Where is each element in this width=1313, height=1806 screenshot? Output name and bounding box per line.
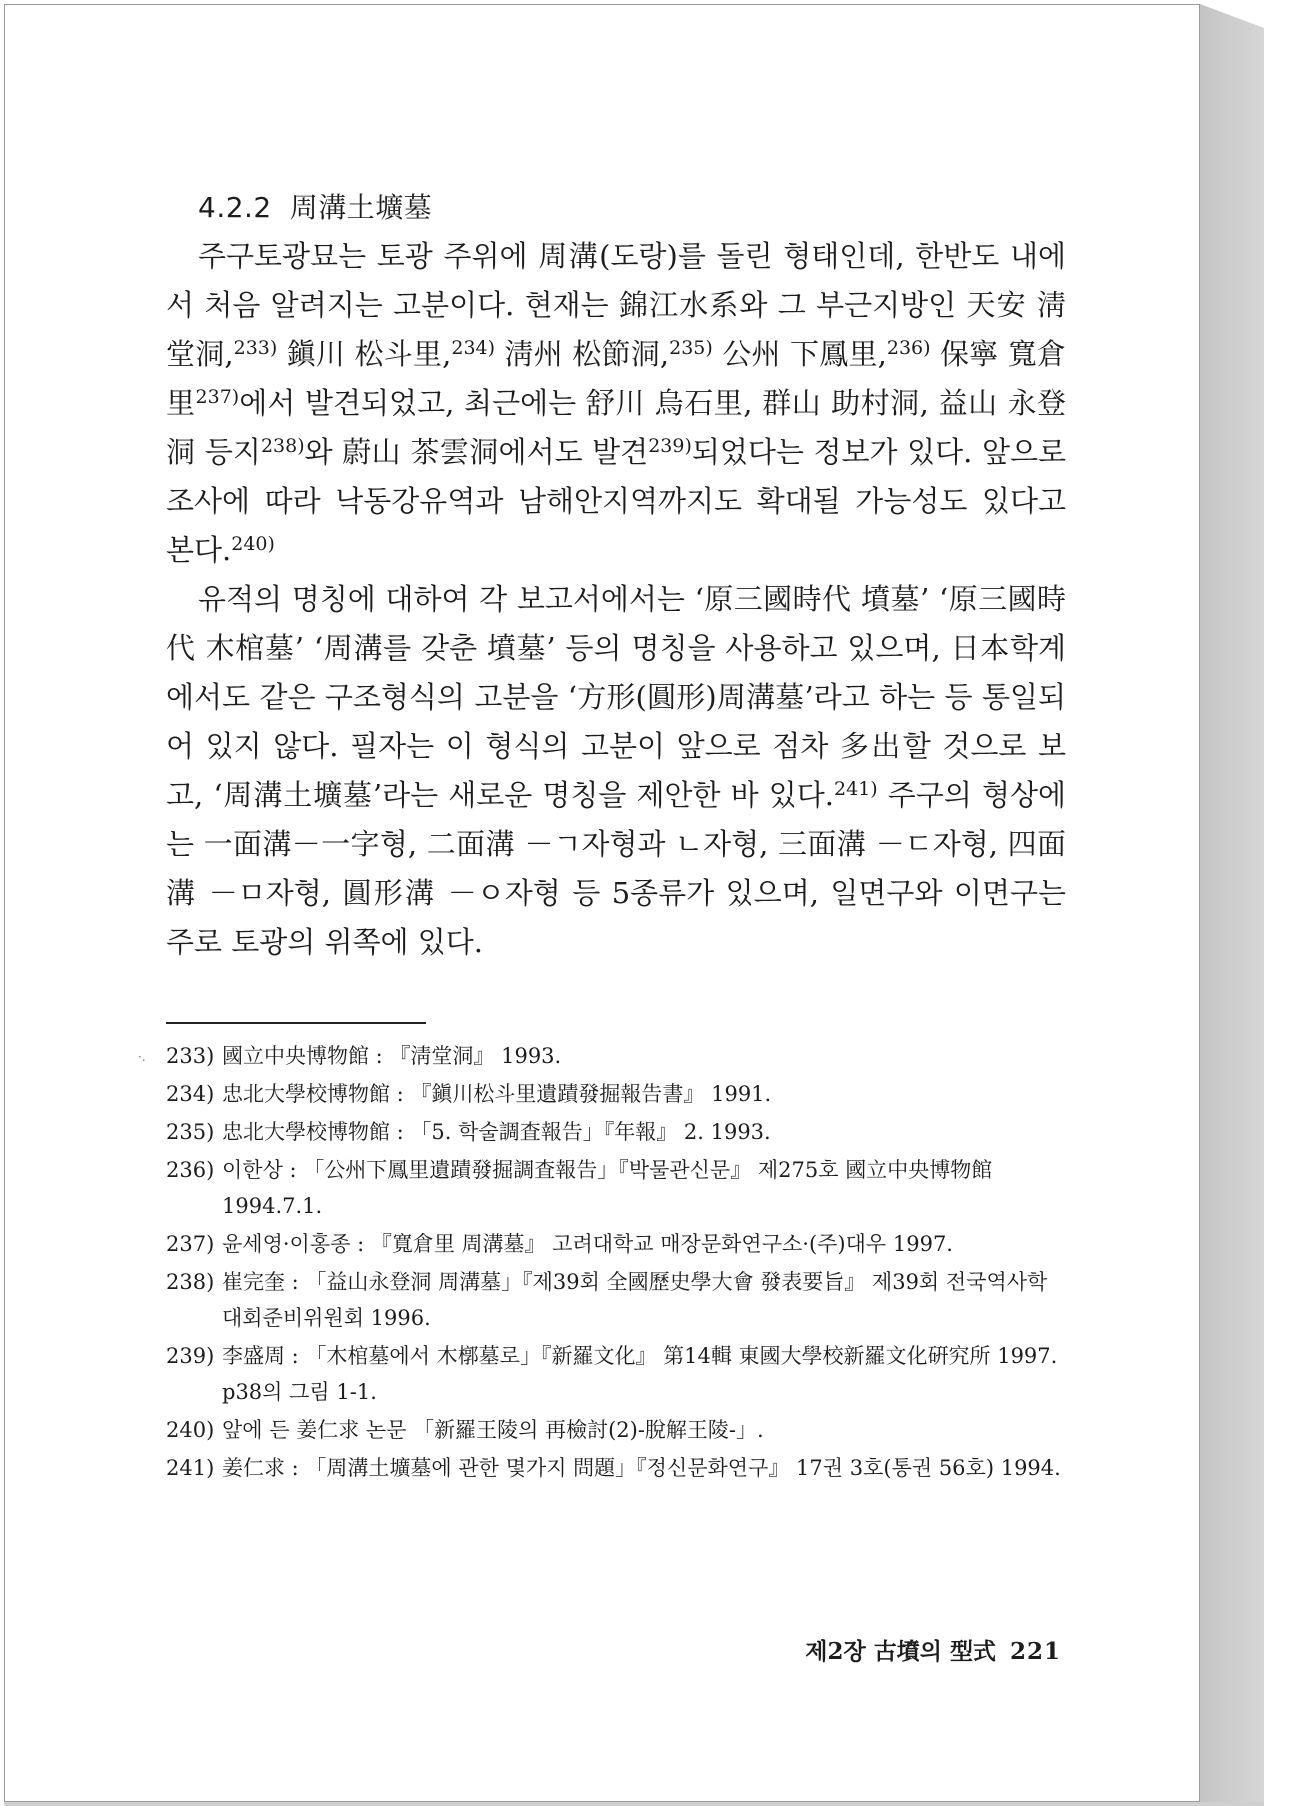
paragraph-2: [166, 575, 1066, 967]
footnote-text: 忠北大學校博物館 : 『鎭川松斗里遺蹟發掘報告書』 1991.: [222, 1082, 772, 1106]
footnote-ref[interactable]: 234): [451, 337, 496, 359]
footnote-text: 國立中央博物館 : 『淸堂洞』 1993.: [222, 1044, 562, 1068]
page-number: 221: [1009, 1638, 1061, 1665]
paragraph-1: [166, 232, 1066, 575]
footnote-text: 姜仁求 : 「周溝土壙墓에 관한 몇가지 問題」『정신문화연구』 17권 3호(통권 56호) 1994.: [222, 1456, 1061, 1480]
footnote-ref[interactable]: 236): [886, 337, 931, 359]
paragraph-text: 주구토광묘는 토광 주위에 周溝(도랑)를 돌린 형태인데, 한반도 내에서 처음 알려지는 고분이다. 현재는 錦江水系와 그 부근지방인 天安 淸堂洞,: [166, 239, 1066, 371]
paragraph-text: 에서 발견되었고, 최근에는 舒川 烏石里, 群山 助村洞, 益山 永登洞 등지: [166, 386, 1066, 469]
footnote: [166, 1412, 1062, 1448]
footnote-text: 윤세영·이홍종 : 『寬倉里 周溝墓』 고려대학교 매장문화연구소·(주)대우 1997.: [222, 1232, 953, 1256]
paragraph-text: 淸州 松節洞,: [495, 337, 670, 371]
footnote-ref[interactable]: 235): [669, 337, 713, 359]
footnote-ref[interactable]: 237): [195, 386, 240, 408]
footnote-number: 237): [166, 1232, 215, 1256]
footnote-number: 236): [166, 1158, 215, 1182]
book-bottom-edge: [4, 1802, 1264, 1806]
body-text: [166, 232, 1066, 967]
section-number: 4.2.2: [198, 191, 272, 224]
paragraph-text: 되었다는 정보가 있다. 앞으로 조사에 따라 낙동강유역과 남해안지역까지도 확대될 가능성도 있다고 본다.: [166, 435, 1066, 567]
footnote: [166, 1450, 1062, 1486]
footnote-number: 235): [166, 1120, 215, 1144]
footnote-ref[interactable]: 240): [231, 533, 275, 555]
footnote: [166, 1226, 1062, 1262]
footnote-text: 이한상 : 「公州下鳳里遺蹟發掘調査報告」『박물관신문』 제275호 國立中央博物館 1994.7.1.: [222, 1158, 993, 1218]
paragraph-text: 유적의 명칭에 대하여 각 보고서에서는 ‘原三國時代 墳墓’ ‘原三國時代 木棺墓’ ‘周溝를 갖춘 墳墓’ 등의 명칭을 사용하고 있으며, 日本학계에서도 같은 구조형식의 고분을 ‘方形(圓形)周溝墓’라고 하는 등 통일되어 있지 않다. 필자는 이 형식의 고분이 앞으로 점차 多出할 것으로 보고, ‘周溝土壙墓’라는 새로운 명칭을 제안한 바 있다.: [166, 582, 1066, 812]
footnote-ref[interactable]: 233): [233, 337, 278, 359]
footnotes: [166, 1038, 1062, 1488]
section-heading: [198, 186, 432, 226]
footnote-text: 崔完奎 : 「益山永登洞 周溝墓」『제39회 全國歷史學大會 發表要旨』 제39회 전국역사학대회준비위원회 1996.: [222, 1270, 1048, 1330]
footnote-number: 241): [166, 1456, 215, 1480]
footnote-ref[interactable]: 238): [260, 435, 305, 457]
paragraph-text: 保寧 寬倉里: [166, 337, 1067, 420]
footnote-number: 234): [166, 1082, 215, 1106]
footnote: [166, 1152, 1062, 1224]
paragraph-text: 鎭川 松斗里,: [277, 337, 452, 371]
footnote: [166, 1076, 1062, 1112]
chapter-title: 제2장 古墳의 型式: [805, 1638, 996, 1665]
section-title-text: 周溝土壙墓: [289, 191, 433, 224]
footnote: [166, 1038, 1062, 1074]
footnote-ref[interactable]: 241): [834, 778, 878, 800]
footnote-text: 李盛周 : 「木棺墓에서 木槨墓로」『新羅文化』 第14輯 東國大學校新羅文化硏究所 1997. p38의 그림 1-1.: [222, 1344, 1058, 1404]
footnote-number: 238): [166, 1270, 215, 1294]
footnote: [166, 1114, 1062, 1150]
paragraph-text: 와 蔚山 茶雲洞에서도 발견: [304, 435, 649, 469]
footnote-divider: [166, 1022, 426, 1024]
footnote-text: 忠北大學校博物館 : 「5. 학술調査報告」『年報』 2. 1993.: [222, 1120, 771, 1144]
paragraph-text: 주구의 형상에는 一面溝－一字형, 二面溝 －ㄱ자형과 ㄴ자형, 三面溝 －ㄷ자형, 四面溝 －ㅁ자형, 圓形溝 －ㅇ자형 등 5종류가 있으며, 일면구와 이면구는 주로 토광의 위쪽에 있다.: [166, 778, 1066, 959]
running-footer: [805, 1633, 1061, 1666]
footnote-number: 233): [166, 1044, 215, 1068]
footnote-ref[interactable]: 239): [648, 435, 692, 457]
paragraph-text: 公州 下鳳里,: [712, 337, 887, 371]
book-page-edge: [1200, 4, 1264, 1802]
footnote-text: 앞에 든 姜仁求 논문 「新羅王陵의 再檢討(2)-脫解王陵-」.: [222, 1418, 764, 1442]
footnote: [166, 1338, 1062, 1410]
scan-speck: ·.: [138, 1050, 146, 1064]
footnote-number: 240): [166, 1418, 215, 1442]
footnote-number: 239): [166, 1344, 215, 1368]
footnote: [166, 1264, 1062, 1336]
